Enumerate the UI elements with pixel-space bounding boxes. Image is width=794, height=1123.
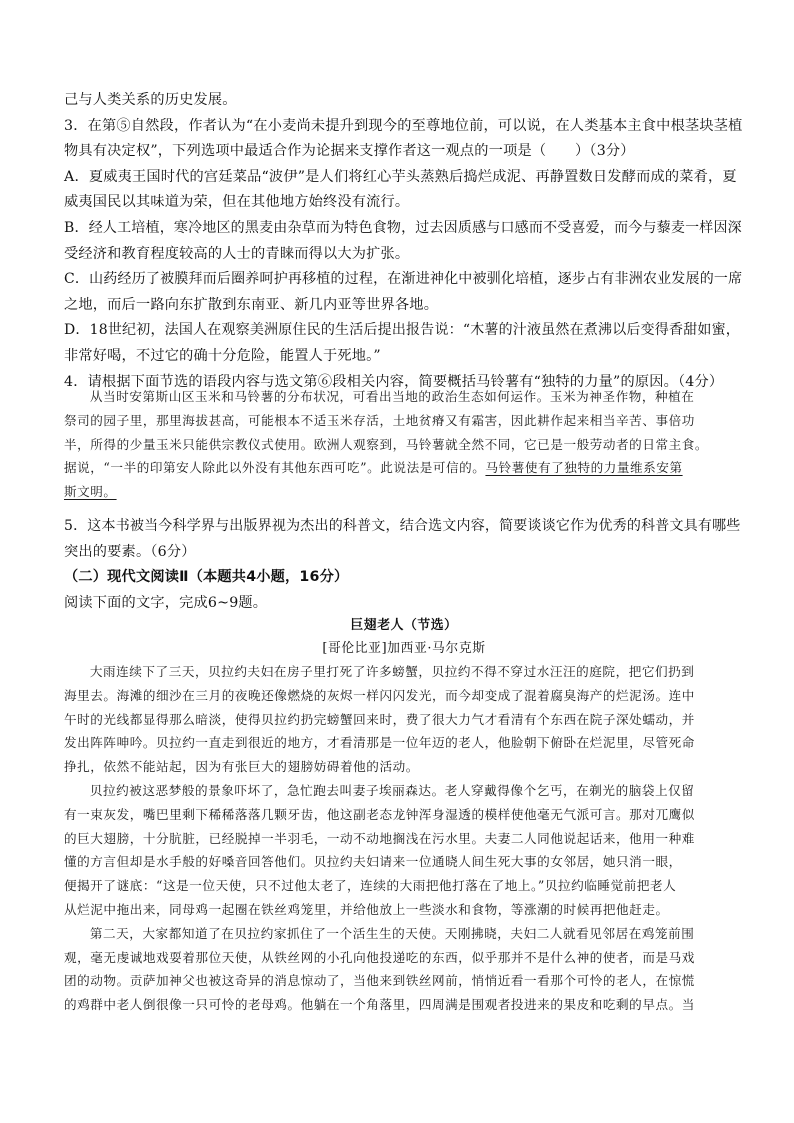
story-title: 巨翅老人（节选） [350,618,458,633]
question-5: 5．这本书被当今科学界与出版界视为杰出的科普文，结合选文内容，简要谈谈它作为优秀的科普文具有哪些 突出的要素。（6分） [64,518,741,560]
option-b: B．经人工培植，寒冷地区的黑麦由杂草而为特色食物，过去因质感与口感而不受喜爱，而今与藜麦一样因深 [64,219,742,236]
question-4-excerpt: 从当时安第斯山区玉米和马铃薯的分布状况，可看出当地的政治生态如何运作。玉米为神圣作物，种植在 祭司的园子里，那里海拔甚高，可能根本不适玉米存活，土地贫瘠又有霜害，因此耕作起来相当辛苦、事倍功 半，所得的少量玉米只能供宗教仪式使用。欧洲人观察到，马铃薯就全然不同，它已是一般劳动者的日常主食。 据说，“一半的印第安人除此以外没有其他东西可吃”。此说法是可信的。马铃薯使有了独特的力量维系安第 斯文明。 [64,389,709,500]
paragraph-2: 贝拉约被这恶梦般的景象吓坏了，急忙跑去叫妻子埃丽森达。老人穿戴得像个乞丐，在剃光的脑袋上仅留 有一束灰发，嘴巴里剩下稀稀落落几颗牙齿，他这副老态龙钟浑身湿透的模样使他毫无气派可言。那对兀鹰似 的巨大翅膀，十分肮脏，已经脱掉一半羽毛，一动不动地搁浅在污水里。夫妻二人同他说起话来，他用一种难 懂的方言但却是水手般的好嗓音回答他们。贝拉约夫妇请来一位通晓人间生死大事的女邻居，她只消一眼， 便揭开了谜底：“这是一位天使，只不过他太老了，连续的大雨把他打落在了地上。”贝拉约临睡觉前把老人 从烂泥中拖出来，同母鸡一起圈在铁丝鸡笼里，并给他放上一些淡水和食物，等涨潮的时候再把他赶走。 [64,782,695,917]
paragraph-3: 第二天，大家都知道了在贝拉约家抓住了一个活生生的天使。天刚拂晓，夫妇二人就看见邻居在鸡笼前围 观，毫无虔诚地戏耍着那位天使，从铁丝网的小孔向他投递吃的东西，似乎那并不是什么神的使者，而是马戏 团的动物。贡萨加神父也被这奇异的消息惊动了，当他来到铁丝网前，悄悄近看一看那个可怜的老人，在惊慌 的鸡群中老人倒很像一只可怜的老母鸡。他躺在一个角落里，四周满是围观者投进来的果皮和吃剩的早点。当 [64,925,695,1013]
question-3: 3．在第⑤自然段，作者认为“在小麦尚未提升到现今的至尊地位前，可以说，在人类基本主食中根茎块茎植 物具有决定权”，下列选项中最适合作为论据来支撑作者这一观点的一项是（ ）（3分） A．夏威夷王国时代的宫廷菜品“波伊”是人们将红心芋头蒸熟后捣烂成泥、再静置数日发酵而成的菜肴，夏 威夷国民以其味道为荣，但在其他地方始终没有流行。 B．经人工培植，寒冷地区的黑麦由杂草而为特色食物，过去因质感与口感而不受喜爱，而今与藜麦一样因深 受经济和教育程度较高的人士的青睐而得以大为扩张。 C．山药经历了被膜拜而后圈养呵护再移植的过程，在渐进神化中被驯化培植，逐步占有非洲农业发展的一席 之地，而后一路向东扩散到东南亚、新几内亚等世界各地。 D．18世纪初，法国人在观察美洲原住民的生活后提出报告说：“木薯的汁液虽然在煮沸以后变得香甜如蜜， 非常好喝，不过它的确十分危险，能置人于死地。” 4．请根据下面节选的语段内容与选文第⑥段相关内容，简要概括马铃薯有“独特的力量”的原因。（4分） [64,114,744,396]
underlined-sentence: 马铃薯使有了独特的力量维系安第 [485,460,683,476]
option-a: A．夏威夷王国时代的宫廷菜品“波伊”是人们将红心芋头蒸熟后捣烂成泥、再静置数日发酵而成的菜肴，夏 [64,168,737,185]
story-body [64,660,744,1017]
option-c: C．山药经历了被膜拜而后圈养呵护再移植的过程，在渐进神化中被驯化培植，逐步占有非洲农业发展的一席 [64,271,743,288]
instruction: 阅读下面的文字，完成6~9题。 [64,594,268,611]
question-2-tail: 己与人类关系的历史发展。 [64,92,237,108]
question-3-stem: 3．在第⑤自然段，作者认为“在小麦尚未提升到现今的至尊地位前，可以说，在人类基本主食中根茎块茎植 [64,117,743,134]
section-heading: （二）现代文阅读Ⅱ（本题共4小题，16分） 阅读下面的文字，完成6~9题。 [64,565,744,616]
story-author: [哥伦比亚]加西亚·马尔克斯 [322,641,486,656]
question-4-stem: 4．请根据下面节选的语段内容与选文第⑥段相关内容，简要概括马铃薯有“独特的力量”的原因。（4分） [64,373,724,390]
paragraph-1: 大雨连续下了三天，贝拉约夫妇在房子里打死了许多螃蟹，贝拉约不得不穿过水汪汪的庭院，把它们扔到 海里去。海滩的细沙在三月的夜晚还像燃烧的灰烬一样闪闪发光，而今却变成了混着腐臭海产的烂泥汤。连中 午时的光线都显得那么暗淡，使得贝拉约扔完螃蟹回来时，费了很大力气才看清有个东西在院子深处蠕动，并 发出阵阵呻吟。贝拉约一直走到很近的地方，才看清那是一位年迈的老人，他脸朝下俯卧在烂泥里，尽管死命 挣扎，依然不能站起，因为有张巨大的翅膀妨碍着他的活动。 [64,664,695,775]
option-d: D．18世纪初，法国人在观察美洲原住民的生活后提出报告说：“木薯的汁液虽然在煮沸以后变得香甜如蜜， [64,322,740,339]
